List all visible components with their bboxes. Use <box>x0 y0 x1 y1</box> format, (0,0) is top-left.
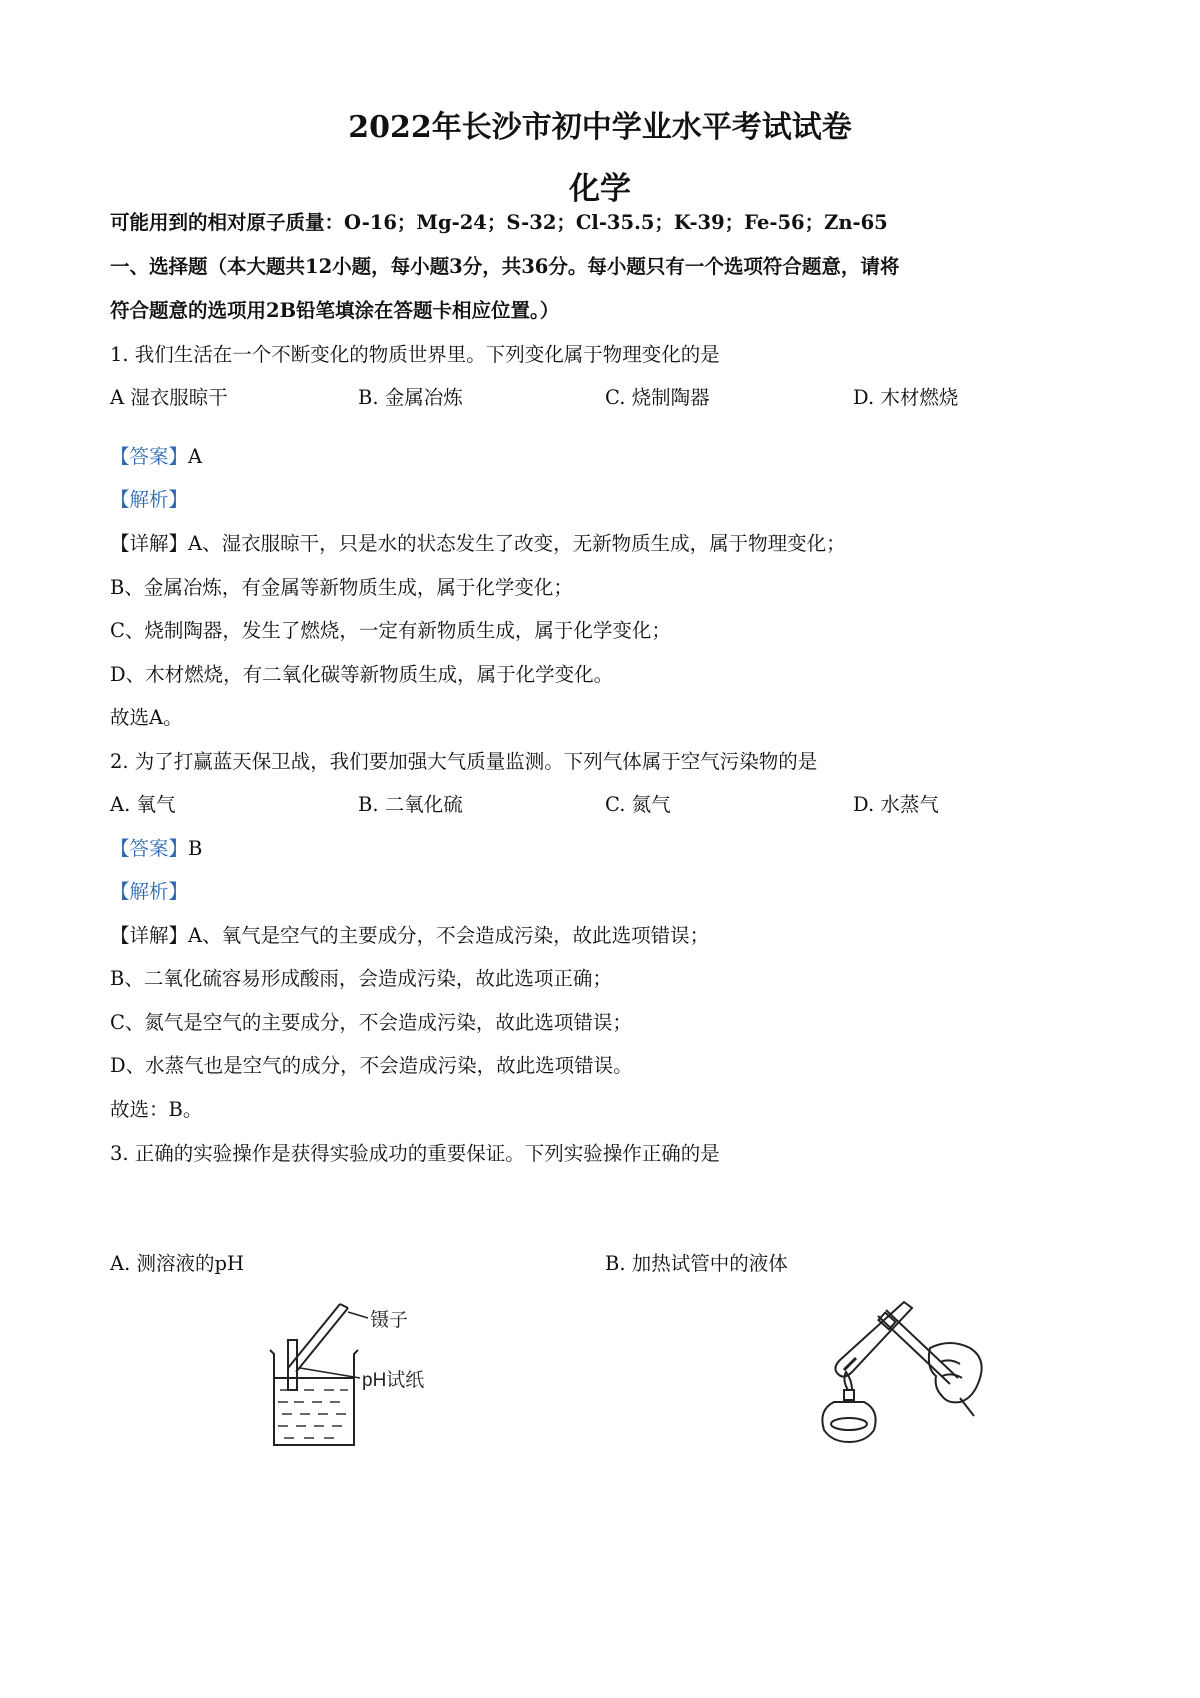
ph-test-figure <box>258 1300 448 1450</box>
q1-detail-5: 故选A。 <box>110 706 183 729</box>
q1-detail-2: B、金属冶炼，有金属等新物质生成，属于化学变化； <box>110 576 573 599</box>
liquid-hatching <box>278 1390 348 1438</box>
q2-detail-1: 【详解】A、氧气是空气的主要成分，不会造成污染，故此选项错误； <box>110 924 710 947</box>
q1-detail-1: 【详解】A、湿衣服晾干，只是水的状态发生了改变，无新物质生成，属于物理变化； <box>110 532 846 555</box>
q2-option-b: B. 二氧化硫 <box>358 793 463 816</box>
q2-detail-5: 故选：B。 <box>110 1098 203 1121</box>
q1-stem: 1. 我们生活在一个不断变化的物质世界里。下列变化属于物理变化的是 <box>110 343 720 366</box>
exam-title: 2022年长沙市初中学业水平考试试卷 <box>348 110 852 145</box>
q1-option-d: D. 木材燃烧 <box>853 386 959 409</box>
q1-detail-4: D、木材燃烧，有二氧化碳等新物质生成，属于化学变化。 <box>110 663 614 686</box>
q3-stem: 3. 正确的实验操作是获得实验成功的重要保证。下列实验操作正确的是 <box>110 1142 720 1165</box>
q2-answer <box>110 834 202 864</box>
q1-analysis-tag: 【解析】 <box>110 488 189 511</box>
q2-answer-value: B <box>188 837 203 860</box>
q1-answer-tag: 【答案】 <box>110 445 189 468</box>
q2-analysis-tag: 【解析】 <box>110 880 189 903</box>
q1-answer-value: A <box>188 445 203 468</box>
atomic-masses: 可能用到的相对原子质量：O-16；Mg-24；S-32；Cl-35.5；K-39；Fe-56；Zn-65 <box>110 211 888 234</box>
q3-option-a: A. 测溶液的pH <box>110 1252 244 1275</box>
q3-option-b: B. 加热试管中的液体 <box>605 1252 788 1275</box>
q2-option-d: D. 水蒸气 <box>853 793 939 816</box>
q1-option-a: A 湿衣服晾干 <box>110 386 228 409</box>
q2-option-c: C. 氮气 <box>605 793 671 816</box>
q2-stem: 2. 为了打赢蓝天保卫战，我们要加强大气质量监测。下列气体属于空气污染物的是 <box>110 750 818 773</box>
q1-answer <box>110 442 202 472</box>
heating-test-tube-figure <box>800 1298 990 1448</box>
tweezers-label: 镊子 <box>370 1310 409 1331</box>
ph-paper-label: pH试纸 <box>362 1370 425 1391</box>
q2-detail-3: C、氮气是空气的主要成分，不会造成污染，故此选项错误； <box>110 1011 632 1034</box>
q2-detail-4: D、水蒸气也是空气的成分，不会造成污染，故此选项错误。 <box>110 1054 633 1077</box>
q1-option-b: B. 金属冶炼 <box>358 386 463 409</box>
q2-answer-tag: 【答案】 <box>110 837 189 860</box>
q1-detail-3: C、烧制陶器，发生了燃烧，一定有新物质生成，属于化学变化； <box>110 619 671 642</box>
q2-detail-2: B、二氧化硫容易形成酸雨，会造成污染，故此选项正确； <box>110 967 612 990</box>
section-heading-line2: 符合题意的选项用2B铅笔填涂在答题卡相应位置。） <box>110 299 560 322</box>
q2-option-a: A. 氧气 <box>110 793 176 816</box>
section-heading-line1: 一、选择题（本大题共12小题，每小题3分，共36分。每小题只有一个选项符合题意，请将 <box>110 255 900 278</box>
subject-title: 化学 <box>569 171 631 207</box>
q1-option-c: C. 烧制陶器 <box>605 386 710 409</box>
